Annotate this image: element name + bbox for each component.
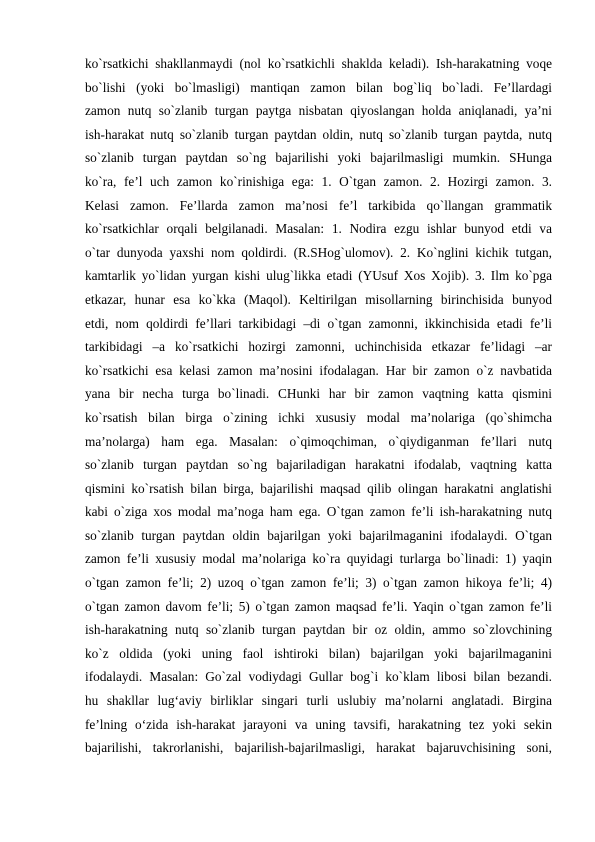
text-line: o`tgan zamon fe’li; 2) uzoq o`tgan zamon fe’li; 3) o`tgan zamon hikoya fe’li; 4)	[85, 575, 552, 591]
text-line: ko`rsatkichlar orqali belgilanadi. Masalan: 1. Nodira ezgu ishlar bunyod etdi va	[85, 221, 552, 237]
text-line: yana bir necha turga bo`linadi. CHunki har bir zamon vaqtning katta qismini	[85, 386, 552, 402]
text-line: ko`z oldida (yoki uning faol ishtiroki bilan) bajarilgan yoki bajarilmaganini	[85, 645, 552, 661]
text-line: ko`rsatkichi shakllanmaydi (nol ko`rsatkichli shaklda keladi). Ish-harakatning voqe	[85, 56, 552, 71]
text-line: so`zlanib turgan paytdan so`ng bajarilishi yoki bajarilmasligi mumkin. SHunga	[85, 150, 552, 166]
text-line: etdi, nom qoldirdi fe’llari tarkibidagi –di o`tgan zamonni, ikkinchisida etadi fe’li	[85, 315, 552, 331]
text-line: kamtarlik yo`lidan yurgan kishi ulug`likka etadi (YUsuf Xos Xojib). 3. Ilm ko`pga	[85, 268, 552, 284]
text-line: ma’nolarga) ham ega. Masalan: o`qimoqchiman, o`qiydiganman fe’llari nutq	[85, 433, 552, 449]
text-line: so`zlanib turgan paytdan oldin bajarilgan yoki bajarilmaganini ifodalaydi. O`tgan	[85, 527, 552, 543]
text-line: so`zlanib turgan paytdan so`ng bajariladigan harakatni ifodalab, vaqtning katta	[85, 457, 552, 473]
text-line: zamon fe’li xususiy modal ma’nolariga ko`ra quyidagi turlarga bo`linadi: 1) yaqin	[85, 551, 552, 567]
body-text	[85, 52, 552, 760]
text-line: fe’lning o‘zida ish-harakat jarayoni va uning tavsifi, harakatning tez yoki sekin	[85, 716, 552, 732]
text-line: tarkibidagi –a ko`rsatkichi hozirgi zamonni, uchinchisida etkazar fe’lidagi –ar	[85, 339, 552, 355]
text-line: Kelasi zamon. Fe’llarda zamon ma’nosi fe’l tarkibida qo`llangan grammatik	[85, 197, 552, 213]
text-line: o`tgan zamon davom fe’li; 5) o`tgan zamon maqsad fe’li. Yaqin o`tgan zamon fe’li	[85, 598, 552, 614]
text-line: kabi o`ziga xos modal ma’noga ham ega. O`tgan zamon fe’li ish-harakatning nutq	[85, 504, 552, 520]
text-line: bo`lishi (yoki bo`lmasligi) mantiqan zamon bilan bog`liq bo`ladi. Fe’llardagi	[85, 79, 552, 95]
text-line: zamon nutq so`zlanib turgan paytga nisbatan qiyoslangan holda aniqlanadi, ya’ni	[85, 103, 552, 119]
text-line: ko`ra, fe’l uch zamon ko`rinishiga ega: 1. O`tgan zamon. 2. Hozirgi zamon. 3.	[85, 173, 552, 189]
text-line: hu shakllar lug‘aviy birliklar singari turli uslubiy ma’nolarni anglatadi. Birgina	[85, 693, 552, 709]
text-line: o`tar dunyoda yaxshi nom qoldirdi. (R.SHog`ulomov). 2. Ko`nglini kichik tutgan,	[85, 244, 552, 260]
text-line: etkazar, hunar esa ko`kka (Maqol). Keltirilgan misollarning birinchisida bunyod	[85, 291, 552, 307]
text-line: ifodalaydi. Masalan: Go`zal vodiydagi Gullar bog`i ko`klam libosi bilan bezandi.	[85, 669, 552, 685]
text-line: ko`rsatish bilan birga o`zining ichki xususiy modal ma’nolariga (qo`shimcha	[85, 409, 552, 425]
text-line: ish-harakat nutq so`zlanib turgan paytdan oldin, nutq so`zlanib turgan paytda, nutq	[85, 126, 552, 142]
text-line: bajarilishi, takrorlanishi, bajarilish-bajarilmasligi, harakat bajaruvchisining soni,	[85, 740, 552, 756]
text-line: ko`rsatkichi esa kelasi zamon ma’nosini ifodalagan. Har bir zamon o`z navbatida	[85, 362, 552, 378]
text-line: qismini ko`rsatish bilan birga, bajarilishi maqsad qilib olingan harakatni anglatishi	[85, 480, 552, 496]
text-line: ish-harakatning nutq so`zlanib turgan paytdan bir oz oldin, ammo so`zlovchining	[85, 622, 552, 638]
